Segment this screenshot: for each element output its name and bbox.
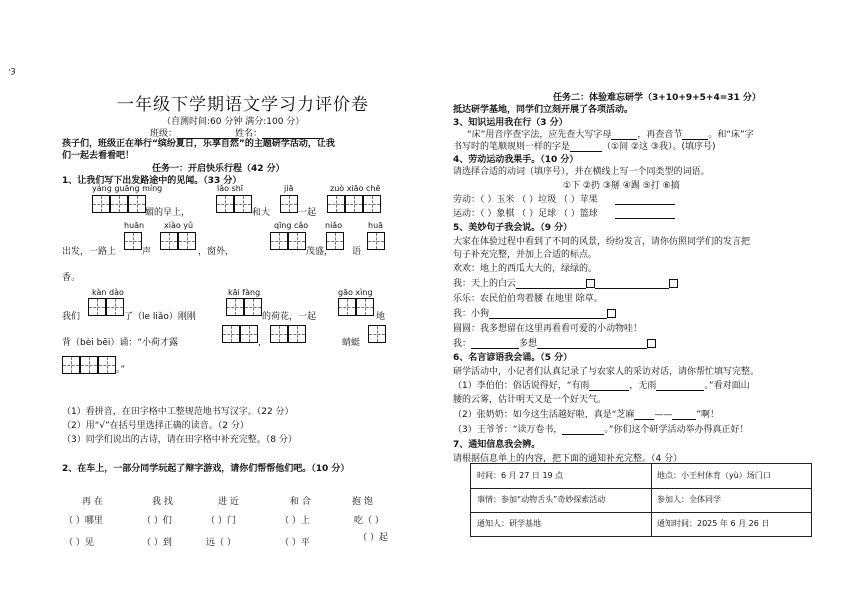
notice-row-1 bbox=[471, 464, 811, 489]
grid-jia[interactable] bbox=[280, 195, 298, 213]
grid-zuoxiaoche[interactable] bbox=[327, 195, 381, 213]
pair-5: 抱 饱 bbox=[352, 497, 373, 507]
sentence1-b: 和大 bbox=[252, 208, 271, 218]
sentence2-c: ，窗外， bbox=[198, 247, 235, 257]
sentence2-a: 出发，一路上 bbox=[62, 247, 117, 257]
blank-2-2[interactable]: （ ）到 bbox=[142, 538, 172, 548]
sentence4-b: ， bbox=[258, 338, 268, 348]
q3-line2: 书写时的笔顺规则一样的字是 （①间 ②这 ③我）。(填序号) bbox=[453, 142, 716, 152]
blank-1-5[interactable]: 吃（ ） bbox=[354, 516, 384, 526]
grid-xiaoyu[interactable] bbox=[160, 232, 196, 250]
grid-qingcao[interactable] bbox=[270, 232, 306, 250]
notice-place: 地点：小王村休育（yù）场门口 bbox=[657, 471, 771, 480]
sentence2-e: 语 bbox=[352, 247, 362, 257]
q4-desc: 请选择合适的动词（填序号），并在横线上写一个同类型的词语。 bbox=[453, 167, 710, 177]
grid-yangguangming[interactable] bbox=[92, 195, 146, 213]
answer-2[interactable]: 我：小狗 bbox=[453, 306, 616, 319]
verb-options: ①下 ②扔 ③掰 ④踢 ⑤打 ⑥搞 bbox=[563, 181, 680, 191]
notice-row-2 bbox=[471, 488, 811, 513]
blank-2-4[interactable]: （ ）平 bbox=[280, 538, 310, 548]
pinyin-jia: jiā bbox=[284, 184, 294, 193]
sentence4-a: 背（bèi bēi）诵：“小荷才露 bbox=[62, 338, 179, 348]
sentence1-a: 媚的早上， bbox=[145, 208, 191, 218]
pinyin-kandao: kàn dào bbox=[92, 288, 124, 297]
notice-time: 时间：6 月 27 日 19 点 bbox=[477, 471, 564, 480]
notice-event: 事情：参加“动物舌头”奇妙探索活动 bbox=[477, 495, 606, 504]
pinyin-hua: huā bbox=[368, 221, 384, 230]
q6-item1[interactable]: （1）李伯伯：俗话说得好，“有雨 ，无雨 。”看对面山 bbox=[453, 381, 750, 391]
name-label: 姓名： bbox=[235, 126, 324, 139]
notice-row-3 bbox=[471, 512, 811, 536]
blank-1-3[interactable]: （ ）门 bbox=[206, 516, 236, 526]
sentence2-d: 茂盛， bbox=[306, 247, 334, 257]
pair-3: 进 近 bbox=[218, 497, 239, 507]
answer-3[interactable]: 我： 多想 bbox=[453, 336, 656, 349]
grid-gaoxing[interactable] bbox=[338, 298, 374, 316]
q5-desc2: 句子补充完整，并加上合适的标点。 bbox=[453, 250, 598, 260]
notice-date: 通知时间：2025 年 6 月 26 日 bbox=[657, 519, 770, 528]
pinyin-xiaoyu: xiào yǔ bbox=[164, 221, 194, 230]
q5-heading: 5、美妙句子我会说。（9 分） bbox=[453, 223, 573, 233]
sentence2-b: 声 bbox=[142, 247, 152, 257]
sentence2-f: 香。 bbox=[62, 273, 81, 283]
q1-heading: 1、让我们写下出发路途中的见闻。（33 分） bbox=[62, 176, 242, 186]
notice-table bbox=[470, 463, 812, 537]
grid-laoshi[interactable] bbox=[216, 195, 252, 213]
task1-heading: 任务一：开启快乐行程（42 分） bbox=[152, 164, 285, 174]
blank-2-3[interactable]: 远（ ） bbox=[206, 538, 236, 548]
example-1: 欢欢：地上的西瓜大大的，绿绿的。 bbox=[453, 264, 598, 274]
q6-item3[interactable]: （3）王爷爷：“读万卷书， 。”你们这个研学活动举办得真正好！ bbox=[453, 425, 749, 435]
sentence3-c: 的荷花，一起 bbox=[262, 312, 317, 322]
pinyin-zuoxiaoche: zuò xiāo chē bbox=[330, 184, 381, 193]
answer-1[interactable]: 我：天上的白云 bbox=[453, 276, 678, 289]
q5-desc1: 大家在体验过程中看到了不同的风景，纷纷发言，请你仿照同学们的发言把 bbox=[453, 237, 751, 247]
grid-hua[interactable] bbox=[367, 232, 385, 250]
sentence3-a: 我们 bbox=[62, 312, 81, 322]
q4-heading: 4、劳动运动我果手。（10 分） bbox=[453, 155, 579, 165]
q7-heading: 7、通知信息我会辨。 bbox=[453, 440, 541, 450]
notice-notifier: 通知人：研学基地 bbox=[477, 519, 541, 528]
q6-item1-cont: 腰的云雾，估计明天又是一个好天气。 bbox=[453, 395, 607, 405]
q3-line1: “床”用音序查字法，应先查大写字母 ，再查音节 。和“床”字 bbox=[467, 130, 754, 140]
grid-poem-3[interactable] bbox=[368, 325, 386, 343]
pinyin-niao: niǎo bbox=[325, 221, 343, 230]
labor-row: 劳动：（ ）玉米 （ ）垃圾 （ ）苹果 bbox=[453, 192, 675, 205]
pinyin-gaoxing: gāo xìng bbox=[338, 288, 373, 297]
pinyin-kaifang: kāi fàng bbox=[228, 288, 261, 297]
page-title: 一年级下学期语文学习力评价卷 bbox=[117, 95, 369, 115]
grid-poem-1[interactable] bbox=[222, 325, 258, 343]
pair-4: 和 合 bbox=[290, 497, 311, 507]
sentence5-a: 。” bbox=[116, 365, 126, 375]
blank-1-4[interactable]: （ ）上 bbox=[280, 516, 310, 526]
class-label: 班级： bbox=[150, 126, 239, 139]
q6-desc: 研学活动中，小记者们认真记录了与农家人的采访对话，请你帮忙填写完整。 bbox=[453, 367, 760, 377]
intro-line-1: 孩子们，班级正在举行“缤纷夏日，乐享自然”的主题研学活动，让我 bbox=[62, 139, 335, 149]
blank-1-2[interactable]: （ ）们 bbox=[142, 516, 172, 526]
grid-kandao[interactable] bbox=[88, 298, 124, 316]
grid-kaifang[interactable] bbox=[226, 298, 262, 316]
blank-2-5[interactable]: （ ）起 bbox=[358, 533, 388, 543]
q1-sub1: （1）看拼音，在田字格中工整规范地书写汉字。（22 分） bbox=[62, 407, 294, 417]
example-3: 圆圆：我多想留在这里再看看可爱的小动物哇！ bbox=[453, 324, 643, 334]
q1-sub2: （2）用“√”在括号里选择正确的读音。（2 分） bbox=[62, 421, 249, 431]
sport-row: 运动：（ ）象棋 （ ）足球 （ ）篮球 bbox=[453, 206, 675, 219]
pair-1: 再 在 bbox=[82, 497, 103, 507]
pinyin-qingcao: qīng cǎo bbox=[274, 221, 309, 230]
pinyin-laoshi: lǎo shī bbox=[217, 184, 244, 193]
task2-heading: 任务二：体验难忘研学（3+10+9+5+4=31 分） bbox=[553, 93, 761, 103]
intro-line-2: 们一起去看看吧！ bbox=[62, 151, 135, 161]
q7-desc: 请根据信息单上的内容，把下面的通知补充完整。（4 分） bbox=[453, 454, 683, 464]
q1-sub3: （3）同学们说出的古诗，请在田字格中补充完整。（8 分） bbox=[62, 435, 297, 445]
grid-huan[interactable] bbox=[124, 232, 142, 250]
blank-1-1[interactable]: （ ）哪里 bbox=[64, 516, 103, 526]
example-2: 乐乐：农民伯伯弯着腰 在地里 除草。 bbox=[453, 294, 603, 304]
grid-poem-2[interactable] bbox=[270, 325, 306, 343]
arrive-text: 抵达研学基地，同学们立刻开展了各项活动。 bbox=[453, 105, 634, 115]
pair-2: 我 找 bbox=[152, 497, 173, 507]
sentence1-c: 一起 bbox=[298, 208, 317, 218]
pinyin-yangguangming: yáng guāng míng bbox=[92, 184, 163, 193]
q6-heading: 6、名言谚语我会诵。（5 分） bbox=[453, 353, 573, 363]
q6-item2[interactable]: （2）张奶奶：如今这生活越好啦，真是“芝麻 —— ”啊！ bbox=[453, 410, 720, 420]
sentence4-c: 蜻蜓 bbox=[342, 338, 361, 348]
margin-mark: ·ȝ bbox=[8, 66, 16, 76]
q2-heading: 2、在车上，一部分同学玩起了辩字游戏，请你们帮帮他们吧。（10 分） bbox=[62, 464, 350, 474]
notice-attend: 参加人：全体同学 bbox=[657, 495, 721, 504]
exam-meta: （自测时间:60 分钟 满分:100 分） bbox=[162, 117, 305, 127]
sentence3-d: 地 bbox=[376, 312, 386, 322]
sentence3-b: 了（le liǎo）刚刚 bbox=[124, 312, 196, 322]
grid-poem-4[interactable] bbox=[62, 356, 116, 374]
grid-niao[interactable] bbox=[326, 232, 344, 250]
pinyin-huan: huān bbox=[124, 221, 145, 230]
blank-2-1[interactable]: （ ）见 bbox=[64, 538, 94, 548]
q3-heading: 3、知识运用我在行（3 分） bbox=[453, 118, 568, 128]
